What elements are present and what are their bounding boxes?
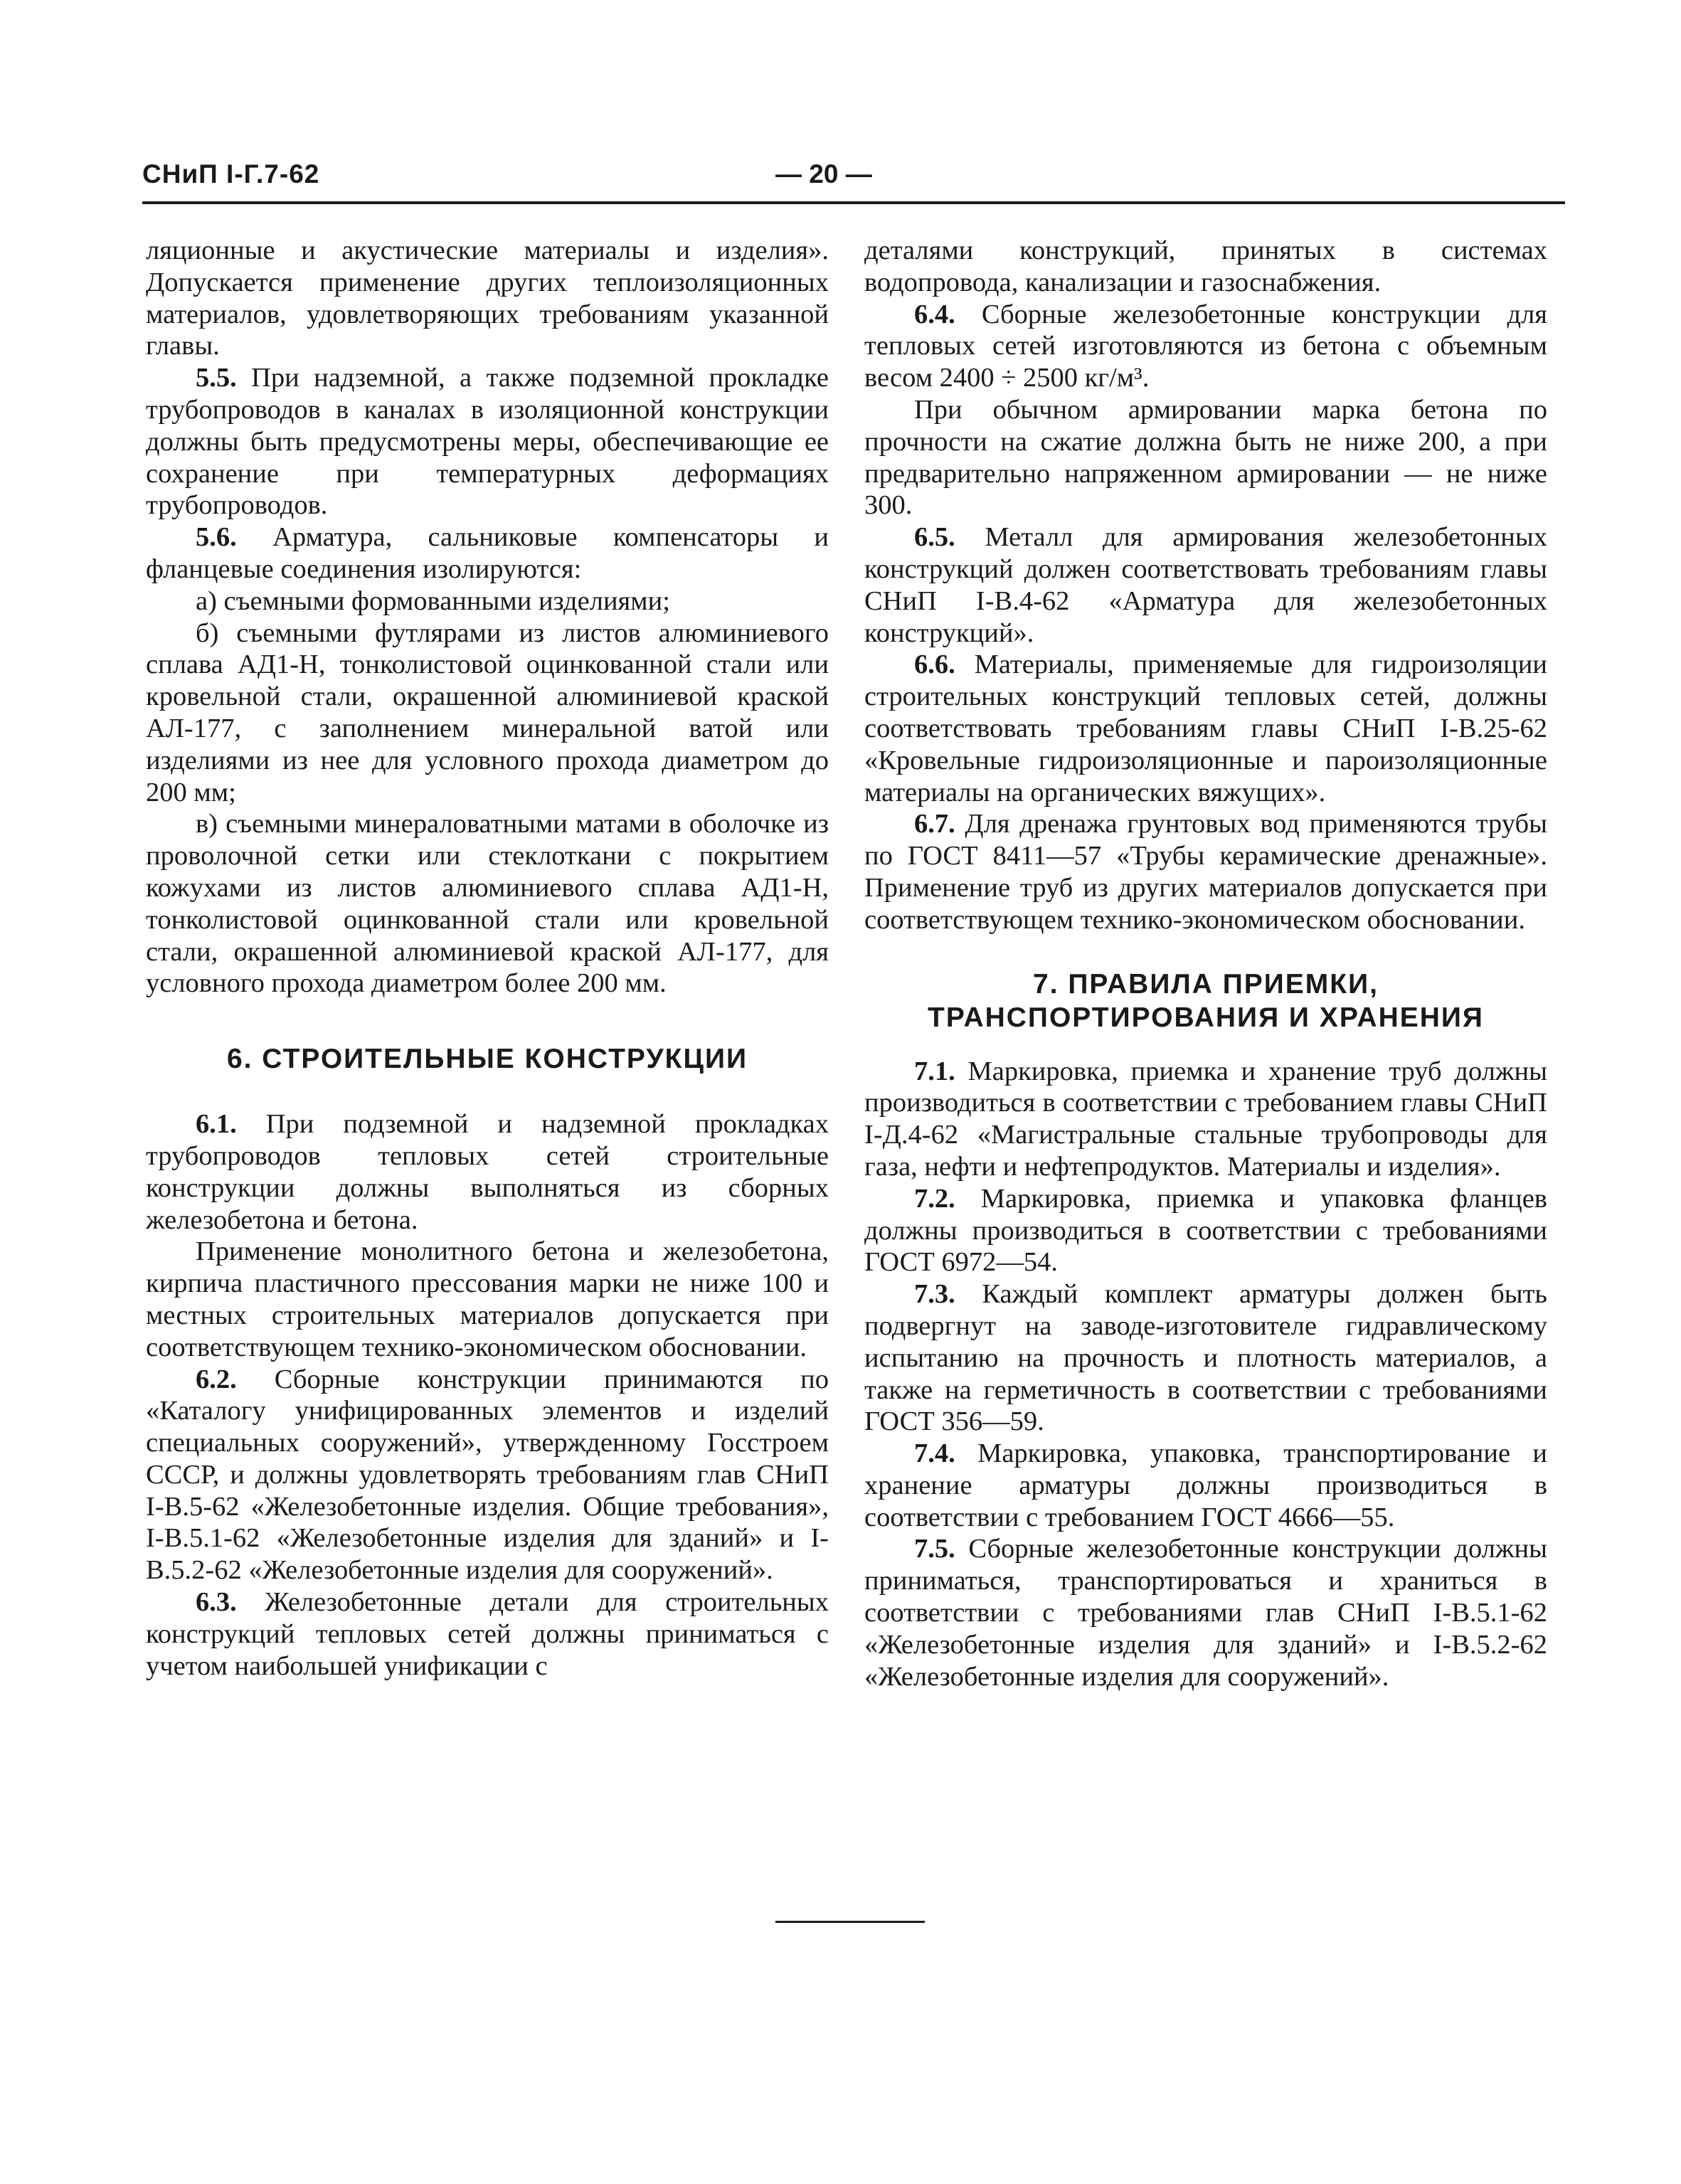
clause-text: Материалы, применяемые для гидроизоляции строительных конструкций тепловых сетей, должны соответствовать требованиям главы СНиП I-В.25-62 «Кровельные гидроизоляционные и пароизоляционные материалы на органических вяжущих». <box>864 650 1547 807</box>
clause-6-2 <box>146 1364 829 1587</box>
clause-text: Сборные конструкции принимаются по «Каталогу унифицированных элементов и изделий специальных сооружений», утвержденному Госстроем СССР, и должны удовлетворять требованиям глав СНиП I-В.5-62 «Железобетонные изделия. Общие требования», I-В.5.1-62 «Железобетонные изделия для зданий» и I-В.5.2-62 «Железобетонные изделия для сооружений». <box>146 1364 829 1586</box>
right-column <box>864 235 1547 1692</box>
clause-6-1 <box>146 1108 829 1236</box>
clause-text: Железобетонные детали для строительных конструкций тепловых сетей должны приниматься с учетом наибольшей унификации с <box>146 1587 829 1681</box>
header-rule <box>142 201 1565 204</box>
clause-6-5 <box>864 521 1547 649</box>
clause-text: Каждый комплект арматуры должен быть подвергнут на заводе-изготовителе гидравлическому испытанию на прочность и плотность материалов, а также на герметичность в соответствии с требованиями ГОСТ 356—59. <box>864 1279 1547 1437</box>
clause-number: 6.7. <box>914 809 955 839</box>
clause-number: 6.6. <box>914 650 955 680</box>
clause-text: Маркировка, упаковка, транспортирование и хранение арматуры должны производиться в соответствии с требованием ГОСТ 4666—55. <box>864 1438 1547 1532</box>
clause-number: 7.4. <box>914 1438 955 1469</box>
section-7-title <box>864 968 1547 1034</box>
clause-7-3 <box>864 1278 1547 1438</box>
list-item-a: а) съемными формованными изделиями; <box>196 585 670 616</box>
list-item-b: б) съемными футлярами из листов алюминиевого сплава АД1-Н, тонколистовой оцинкованной стали или кровельной стали, окрашенной алюминиевой краской АЛ-177, с заполнением минеральной ватой или изделиями из нее для условного прохода диаметром до 200 мм; <box>146 617 829 807</box>
section-7-title-line1: 7. ПРАВИЛА ПРИЕМКИ, <box>1033 968 1379 1000</box>
clause-7-5 <box>864 1533 1547 1692</box>
clause-number: 6.5. <box>914 522 955 553</box>
clause-number: 6.4. <box>914 299 955 329</box>
clause-7-1 <box>864 1056 1547 1183</box>
clause-number: 6.1. <box>196 1109 237 1140</box>
clause-number: 6.3. <box>196 1587 237 1618</box>
clause-6-7 <box>864 808 1547 935</box>
clause-7-2 <box>864 1183 1547 1278</box>
clause-number: 7.2. <box>914 1183 955 1214</box>
paragraph: Применение монолитного бетона и железобетона, кирпича пластичного прессования марки не ниже 100 и местных строительных материалов допускается при соответствующем технико-экономическом обосновании. <box>146 1236 829 1362</box>
clause-number: 7.3. <box>914 1279 955 1310</box>
clause-number: 6.2. <box>196 1364 237 1394</box>
page-number: — 20 — <box>775 159 872 189</box>
clause-6-3 <box>146 1586 829 1682</box>
clause-number: 5.6. <box>196 522 237 553</box>
clause-text: Для дренажа грунтовых вод применяются трубы по ГОСТ 8411—57 «Трубы керамические дренажные». Применение труб из других материалов допускается при соответствующем технико-экономическом обосновании. <box>864 809 1547 935</box>
paragraph: деталями конструкций, принятых в системах водопровода, канализации и газоснабжения. <box>864 235 1547 297</box>
clause-text: Сборные железобетонные конструкции должны приниматься, транспортироваться и храниться в соответствии с требованиями глав СНиП I-В.5.1-62 «Железобетонные изделия для зданий» и I-В.5.2-62 «Железобетонные изделия для сооружений». <box>864 1534 1547 1692</box>
clause-6-4 <box>864 299 1547 394</box>
clause-text: Арматура, сальниковые компенсаторы и фланцевые соединения изолируются: <box>146 522 829 584</box>
document-code: СНиП I-Г.7-62 <box>142 159 320 189</box>
clause-text: Маркировка, приемка и упаковка фланцев должны производиться в соответствии с требованиями ГОСТ 6972—54. <box>864 1183 1547 1278</box>
clause-text: При надземной, а также подземной прокладке трубопроводов в каналах в изоляционной конструкции должны быть предусмотрены меры, обеспечивающие ее сохранение при температурных деформациях трубопроводов. <box>146 363 829 521</box>
clause-text: Маркировка, приемка и хранение труб должны производиться в соответствии с требованием главы СНиП I-Д.4-62 «Магистральные стальные трубопроводы для газа, нефти и нефтепродуктов. Материалы и изделия». <box>864 1056 1547 1182</box>
paragraph: При обычном армировании марка бетона по прочности на сжатие должна быть не ниже 200, а при предварительно напряженном армировании — не ниже 300. <box>864 394 1547 521</box>
clause-text: Сборные железобетонные конструкции для тепловых сетей изготовляются из бетона с объемным весом 2400 ÷ 2500 кг/м³. <box>864 299 1547 393</box>
paragraph: ляционные и акустические материалы и изделия». Допускается применение других теплоизоляционных материалов, удовлетворяющих требованиям указанной главы. <box>146 235 829 361</box>
clause-number: 5.5. <box>196 363 237 393</box>
clause-number: 7.5. <box>914 1534 955 1564</box>
section-7-title-line2: ТРАНСПОРТИРОВАНИЯ И ХРАНЕНИЯ <box>928 1002 1484 1033</box>
clause-text: Металл для армирования железобетонных конструкций должен соответствовать требованиям главы СНиП I-В.4-62 «Арматура для железобетонных конструкций». <box>864 522 1547 648</box>
left-column <box>146 235 829 1682</box>
clause-number: 7.1. <box>914 1056 955 1086</box>
end-rule <box>775 1921 925 1923</box>
page-header <box>142 159 1565 195</box>
section-6-title: 6. СТРОИТЕЛЬНЫЕ КОНСТРУКЦИИ <box>226 1044 748 1075</box>
list-item-v: в) съемными минераловатными матами в оболочке из проволочной сетки или стеклоткани с покрытием кожухами из листов алюминиевого сплава АД1-Н, тонколистовой оцинкованной стали или кровельной стали, окрашенной алюминиевой краской АЛ-177, для условного прохода диаметром более 200 мм. <box>146 809 829 999</box>
clause-5-6 <box>146 521 829 585</box>
clause-6-6 <box>864 649 1547 808</box>
clause-5-5 <box>146 362 829 521</box>
clause-text: При подземной и надземной прокладках трубопроводов тепловых сетей строительные конструкции должны выполняться из сборных железобетона и бетона. <box>146 1109 829 1235</box>
clause-7-4 <box>864 1438 1547 1533</box>
